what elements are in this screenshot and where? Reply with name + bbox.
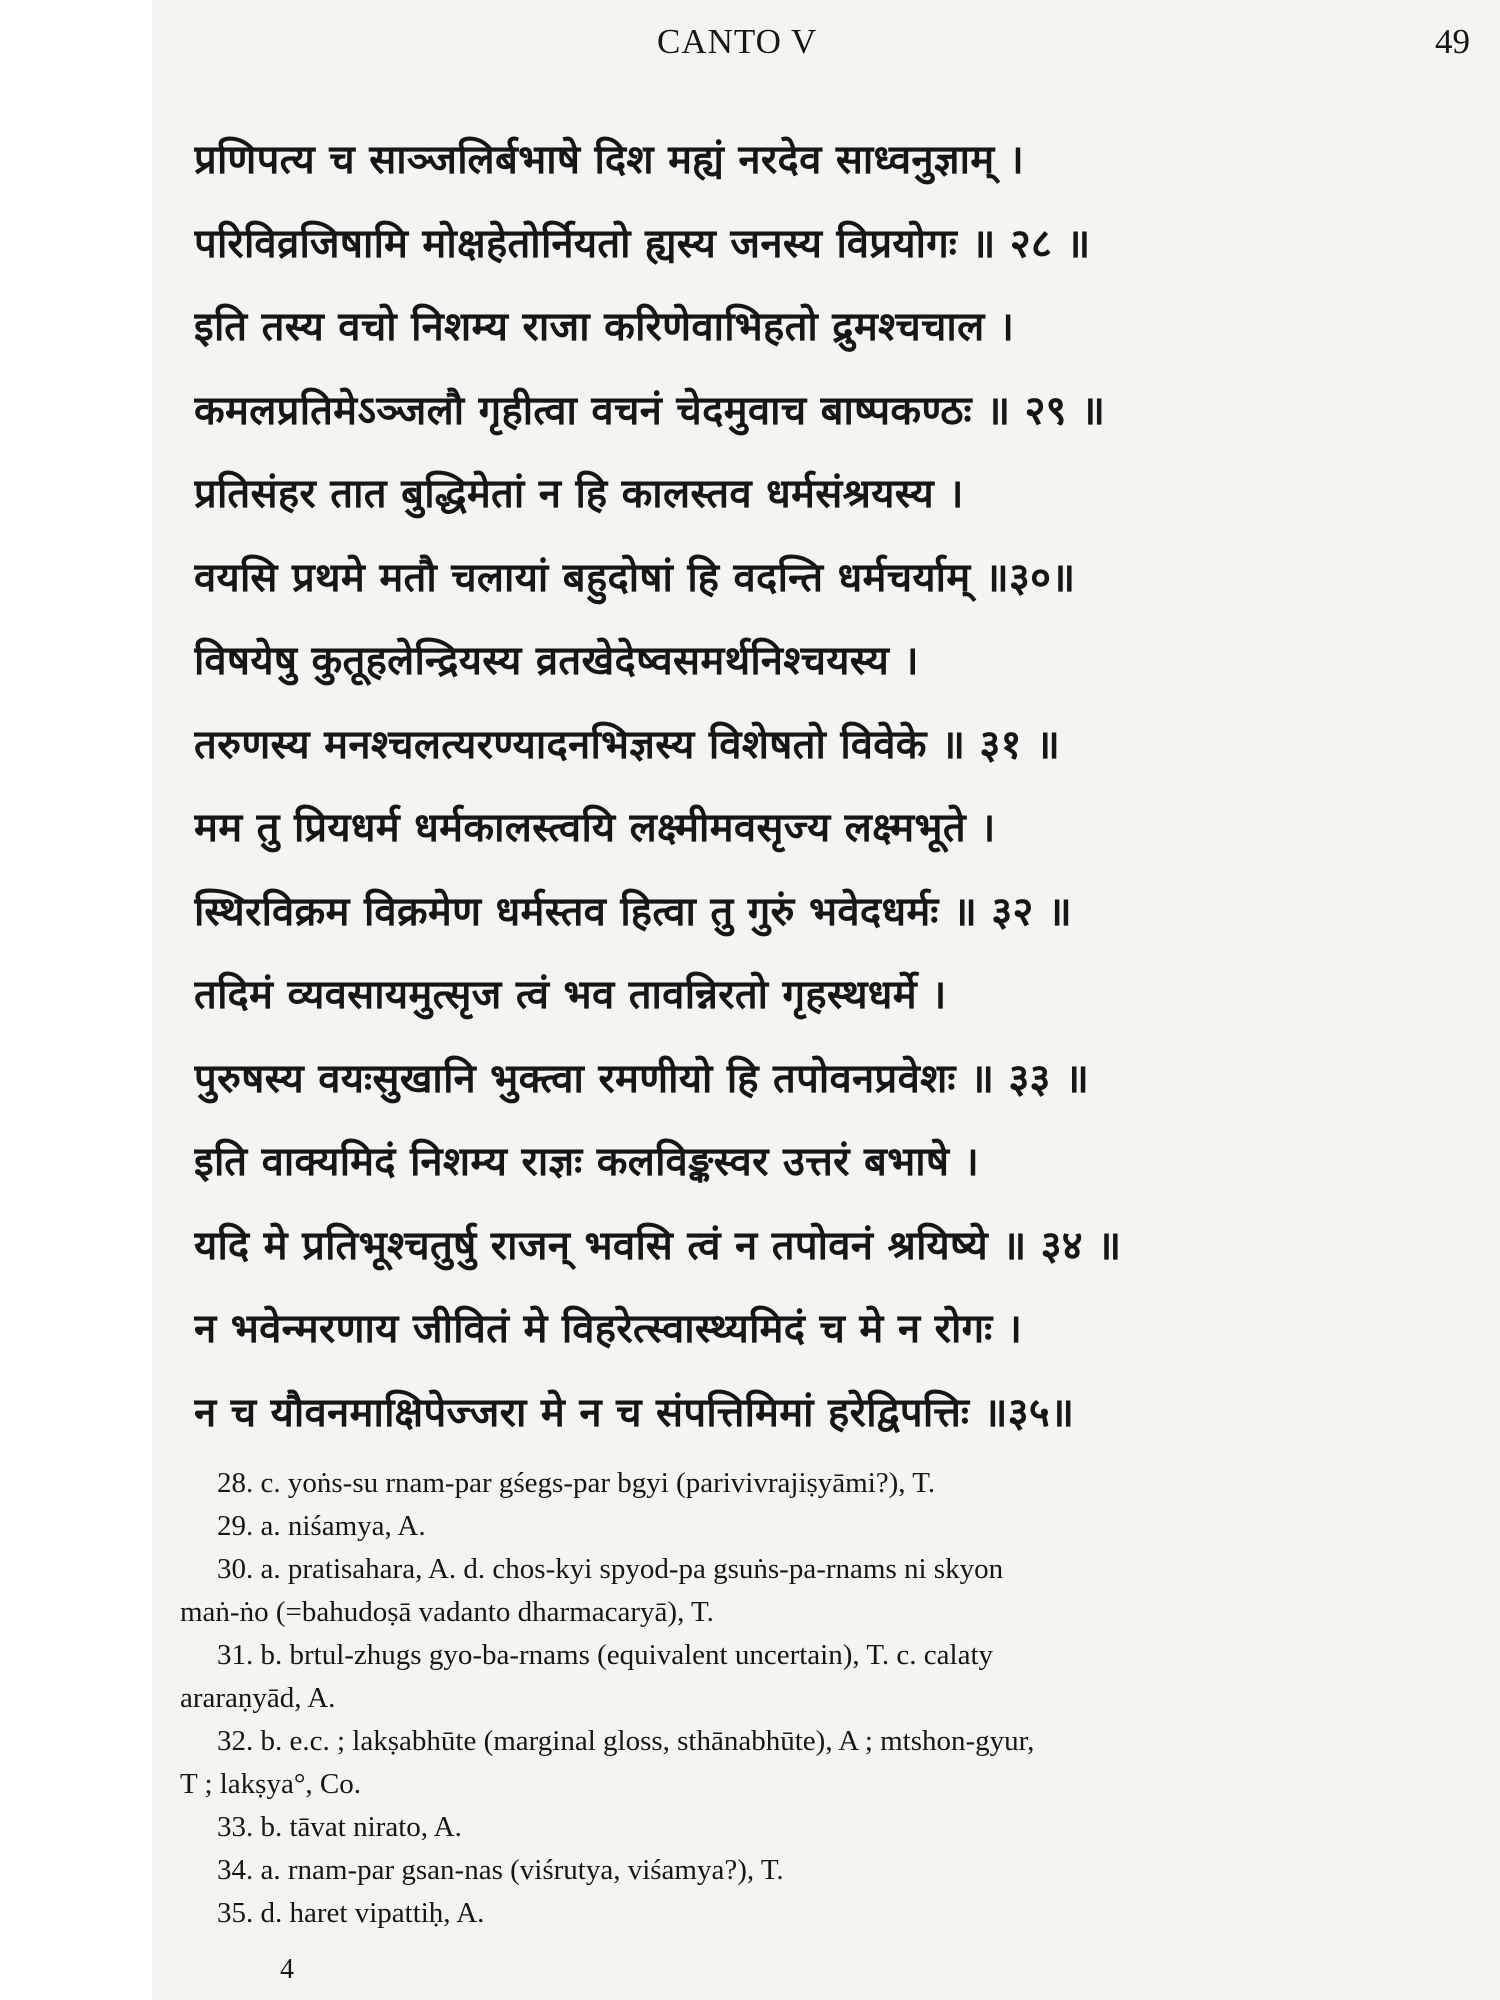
verse-line: पुरुषस्य वयःसुखानि भुक्त्वा रमणीयो हि तपोवनप्रवेशः ॥ ३३ ॥: [194, 1055, 1090, 1102]
verse-line: इति वाक्यमिदं निशम्य राज्ञः कलविङ्कस्वर उत्तरं बभाषे ।: [194, 1139, 980, 1185]
page-number: 49: [1435, 22, 1470, 61]
verse-line: तदिमं व्यवसायमुत्सृज त्वं भव तावन्निरतो गृहस्थधर्मे ।: [194, 972, 947, 1018]
footnote-line: 29. a. niśamya, A.: [217, 1510, 426, 1542]
running-title: CANTO V: [657, 22, 818, 61]
footnote-line: 31. b. brtul-zhugs gyo-ba-rnams (equivalent uncertain), T. c. calaty: [217, 1639, 994, 1671]
sanskrit-verses: [194, 130, 1474, 1466]
footnote-continuation: araraṇyād, A.: [180, 1682, 336, 1714]
signature-mark: 4: [280, 1954, 294, 1985]
verse-line: यदि मे प्रतिभूश्चतुर्षु राजन् भवसि त्वं न तपोवनं श्रयिष्ये ॥ ३४ ॥: [194, 1222, 1122, 1269]
verse-line: स्थिरविक्रम विक्रमेण धर्मस्तव हित्वा तु गुरुं भवेदधर्मः ॥ ३२ ॥: [194, 888, 1073, 935]
verse-line: प्रणिपत्य च साञ्जलिर्बभाषे दिश मह्यं नरदेव साध्वनुज्ञाम् ।: [194, 137, 1025, 183]
footnote-line: 35. d. haret vipattiḥ, A.: [217, 1897, 485, 1929]
footnote-continuation: maṅ-ṅo (=bahudoṣā vadanto dharmacaryā), T.: [180, 1596, 714, 1628]
verse-line: कमलप्रतिमेऽञ्जलौ गृहीत्वा वचनं चेदमुवाच बाष्पकण्ठः ॥ २९ ॥: [194, 387, 1106, 434]
footnote-line: 34. a. rnam-par gsan-nas (viśrutya, viśamya?), T.: [217, 1854, 784, 1886]
verse-line: मम तु प्रियधर्म धर्मकालस्त्वयि लक्ष्मीमवसृज्य लक्ष्मभूते ।: [194, 805, 996, 851]
footnote-line: 28. c. yoṅs-su rnam-par gśegs-par bgyi (parivivrajiṣyāmi?), T.: [217, 1467, 936, 1499]
verse-line: परिविव्रजिषामि मोक्षहेतोर्नियतो ह्यस्य जनस्य विप्रयोगः ॥ २८ ॥: [194, 220, 1091, 267]
footnote-line: 33. b. tāvat nirato, A.: [217, 1811, 462, 1843]
footnote-line: 32. b. e.c. ; lakṣabhūte (marginal gloss, sthānabhūte), A ; mtshon-gyur,: [217, 1725, 1035, 1757]
critical-apparatus: [180, 1462, 1470, 1935]
scan-left-margin: [0, 0, 152, 2000]
page-header: [152, 22, 1500, 72]
verse-line: न च यौवनमाक्षिपेज्जरा मे न च संपत्तिमिमां हरेद्विपत्तिः ॥३५॥: [194, 1389, 1075, 1436]
footnote-continuation: T ; lakṣya°, Co.: [180, 1768, 362, 1800]
verse-line: इति तस्य वचो निशम्य राजा करिणेवाभिहतो द्रुमश्चचाल ।: [194, 304, 1015, 350]
verse-line: वयसि प्रथमे मतौ चलायां बहुदोषां हि वदन्ति धर्मचर्याम् ॥३०॥: [194, 554, 1076, 601]
verse-line: न भवेन्मरणाय जीवितं मे विहरेत्स्वास्थ्यमिदं च मे न रोगः ।: [194, 1306, 1023, 1352]
book-page: [152, 0, 1500, 2000]
footnote-line: 30. a. pratisahara, A. d. chos-kyi spyod-pa gsuṅs-pa-rnams ni skyon: [217, 1553, 1004, 1585]
verse-line: तरुणस्य मनश्चलत्यरण्यादनभिज्ञस्य विशेषतो विवेके ॥ ३१ ॥: [194, 721, 1061, 768]
verse-line: विषयेषु कुतूहलेन्द्रियस्य व्रतखेदेष्वसमर्थनिश्चयस्य ।: [194, 638, 919, 684]
verse-line: प्रतिसंहर तात बुद्धिमेतां न हि कालस्तव धर्मसंश्रयस्य ।: [194, 471, 964, 517]
